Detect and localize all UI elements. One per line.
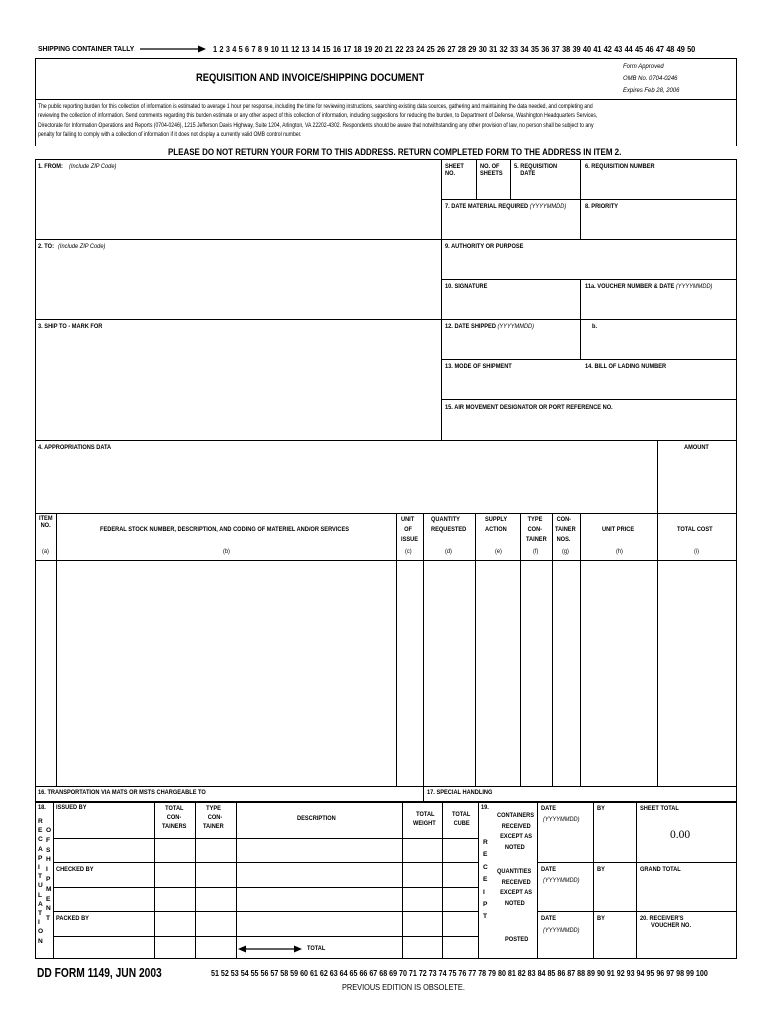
type-containers-header: TYPE CON- TAINER — [203, 805, 224, 830]
total-cube-header: TOTAL CUBE — [452, 811, 471, 827]
total-weight-header: TOTAL WEIGHT — [413, 811, 436, 827]
special-handling-label: 17. SPECIAL HANDLING — [427, 789, 493, 796]
fsn-header: FEDERAL STOCK NUMBER, DESCRIPTION, AND CODING OF MATERIEL AND/OR SERVICES — [100, 526, 350, 533]
receipt-vertical: R E C E I P T — [483, 839, 488, 921]
issued-by-label: ISSUED BY — [56, 804, 87, 811]
unit-of-issue-header: UNIT OF ISSUE — [401, 516, 419, 543]
tally-label: SHIPPING CONTAINER TALLY — [38, 44, 135, 53]
date-note-2: (YYYYMMDD) — [543, 877, 580, 884]
total-containers-header: TOTAL CON- TAINERS — [162, 805, 187, 830]
form-id: DD FORM 1149, JUN 2003 — [37, 966, 162, 980]
date-label-2: DATE — [541, 866, 557, 873]
quantities-received-label: QUANTITIES RECEIVED EXCEPT AS NOTED — [497, 868, 533, 908]
sheet-total-value[interactable]: 0.00 — [670, 829, 691, 841]
priority-label: 8. PRIORITY — [585, 203, 619, 210]
ship-to-field[interactable] — [36, 330, 440, 439]
from-field[interactable] — [36, 165, 440, 238]
requisition-date-label: 5. REQUISITION DATE — [514, 163, 558, 178]
transport-label: 16. TRANSPORTATION VIA MATS OR MSTS CHARGEABLE TO — [38, 789, 206, 796]
from-note: (Include ZIP Code) — [69, 163, 117, 170]
unit-price-code: (h) — [616, 548, 623, 555]
form-title: REQUISITION AND INVOICE/SHIPPING DOCUMENT — [196, 72, 425, 84]
posted-label: POSTED — [505, 936, 529, 943]
requisition-number-label: 6. REQUISITION NUMBER — [585, 163, 655, 170]
total-arrow-icon — [238, 944, 302, 954]
appropriations-field[interactable] — [36, 452, 656, 512]
unit-price-header: UNIT PRICE — [602, 526, 635, 533]
amount-label: AMOUNT — [684, 444, 709, 451]
burden-line-1: The public reporting burden for this collection of information is estimated to average 1 hour per response, including the time for reviewing instructions, searching existing data sources, gathering and maintaining the data needed, and completing and — [38, 103, 593, 110]
tally-numbers-bottom: 51 52 53 54 55 56 57 58 59 60 61 62 63 64 65 66 67 68 69 70 71 72 73 74 75 76 77 78 79 80 81 82 83 84 85 86 87 88 89 90 91 92 93 94 95 96 97 98 99 100 — [211, 968, 708, 978]
air-movement-label: 15. AIR MOVEMENT DESIGNATOR OR PORT REFERENCE NO. — [445, 404, 613, 411]
containers-received-label: CONTAINERS RECEIVED EXCEPT AS NOTED — [497, 812, 535, 852]
tally-arrow-icon — [140, 44, 206, 54]
of-shipment-vertical: O F S H I P M E N T — [46, 827, 52, 923]
omb-number: OMB No. 0704-0246 — [623, 75, 678, 82]
items-entry-area[interactable] — [36, 562, 736, 786]
supply-code: (e) — [495, 548, 502, 555]
grand-total-label: GRAND TOTAL — [640, 866, 681, 873]
date-required-label: 7. DATE MATERIAL REQUIRED (YYYYMMDD) — [445, 203, 567, 210]
recapitulation-vertical: R E C A P I T U L A T I O N — [38, 818, 44, 945]
bill-of-lading-label: 14. BILL OF LADING NUMBER — [585, 363, 667, 370]
tally-numbers-top: 1 2 3 4 5 6 7 8 9 10 11 12 13 14 15 16 17 18 19 20 21 22 23 24 25 26 27 28 29 30 31 32 33 34 35 36 37 38 39 40 41 42 43 44 45 46 47 48 49 50 — [213, 44, 696, 54]
return-notice: PLEASE DO NOT RETURN YOUR FORM TO THIS ADDRESS. RETURN COMPLETED FORM TO THE ADDRESS IN ITEM 2. — [168, 147, 622, 158]
unit-code: (c) — [405, 548, 412, 555]
expiry-date: Expires Feb 28, 2006 — [623, 87, 680, 94]
by-label-3: BY — [597, 915, 605, 922]
type-container-header: TYPE CON- TAINER — [526, 516, 547, 543]
container-nos-header: CON- TAINER NOS. — [555, 516, 576, 543]
description-header: DESCRIPTION — [297, 815, 336, 822]
total-cost-code: (i) — [694, 548, 700, 555]
signature-label: 10. SIGNATURE — [445, 283, 488, 290]
item-code: (a) — [42, 548, 49, 555]
from-label: 1. FROM: — [38, 163, 63, 170]
checked-by-label: CHECKED BY — [56, 866, 94, 873]
sheet-no-label: SHEET NO. — [445, 163, 464, 178]
form-approved: Form Approved — [623, 63, 664, 70]
supply-action-header: SUPPLY ACTION — [485, 516, 508, 533]
burden-line-3: Directorate for Information Operations and Reports (0704-0246), 1215 Jefferson Davis Highway, Suite 1204, Arlington, VA 22202-4302. Respondents should be aware that notwithstanding any other provision of law, no person shall be subject to any — [38, 122, 594, 129]
burden-line-2: reviewing the collection of information. Send comments regarding this burden estimate or any other aspect of this collection of information, including suggestions for reducing the burden, to Department of Defense, Washington Headquarters Services, — [38, 112, 598, 119]
by-label-2: BY — [597, 866, 605, 873]
by-label-1: BY — [597, 805, 605, 812]
packed-by-label: PACKED BY — [56, 915, 89, 922]
burden-line-4: penalty for failing to comply with a collection of information if it does not display a currently valid OMB control number. — [38, 131, 302, 138]
date-label-1: DATE — [541, 805, 557, 812]
date-label-3: DATE — [541, 915, 557, 922]
sheet-total-label: SHEET TOTAL — [640, 805, 679, 812]
recap-number: 18. — [38, 804, 46, 811]
voucher-number-label: 11a. VOUCHER NUMBER & DATE (YYYYMMDD) — [585, 283, 713, 290]
to-note: (Include ZIP Code) — [58, 243, 106, 250]
voucher-b-label: b. — [592, 323, 598, 330]
date-note-1: (YYYYMMDD) — [543, 816, 580, 823]
fsn-code: (b) — [223, 548, 230, 555]
mode-of-shipment-label: 13. MODE OF SHIPMENT — [445, 363, 512, 370]
type-code: (f) — [533, 548, 539, 555]
receipt-number: 19. — [481, 804, 489, 811]
quantity-code: (d) — [445, 548, 452, 555]
authority-label: 9. AUTHORITY OR PURPOSE — [445, 243, 524, 250]
quantity-header: QUANTITY REQUESTED — [431, 516, 467, 533]
obsolete-notice: PREVIOUS EDITION IS OBSOLETE. — [342, 982, 465, 992]
date-note-3: (YYYYMMDD) — [543, 927, 580, 934]
appropriations-label: 4. APPROPRIATIONS DATA — [38, 444, 112, 451]
container-code: (g) — [562, 548, 569, 555]
ship-to-label: 3. SHIP TO - MARK FOR — [38, 323, 103, 330]
no-of-sheets-label: NO. OF SHEETS — [480, 163, 503, 178]
to-field[interactable] — [36, 250, 440, 318]
total-cost-header: TOTAL COST — [677, 526, 713, 533]
to-label: 2. TO: — [38, 243, 54, 250]
receiver-voucher-label: 20. RECEIVER'S VOUCHER NO. — [640, 915, 692, 930]
date-shipped-label: 12. DATE SHIPPED (YYYYMMDD) — [445, 323, 535, 330]
total-label: TOTAL — [307, 945, 326, 952]
item-no-header: ITEM NO. — [39, 515, 53, 530]
